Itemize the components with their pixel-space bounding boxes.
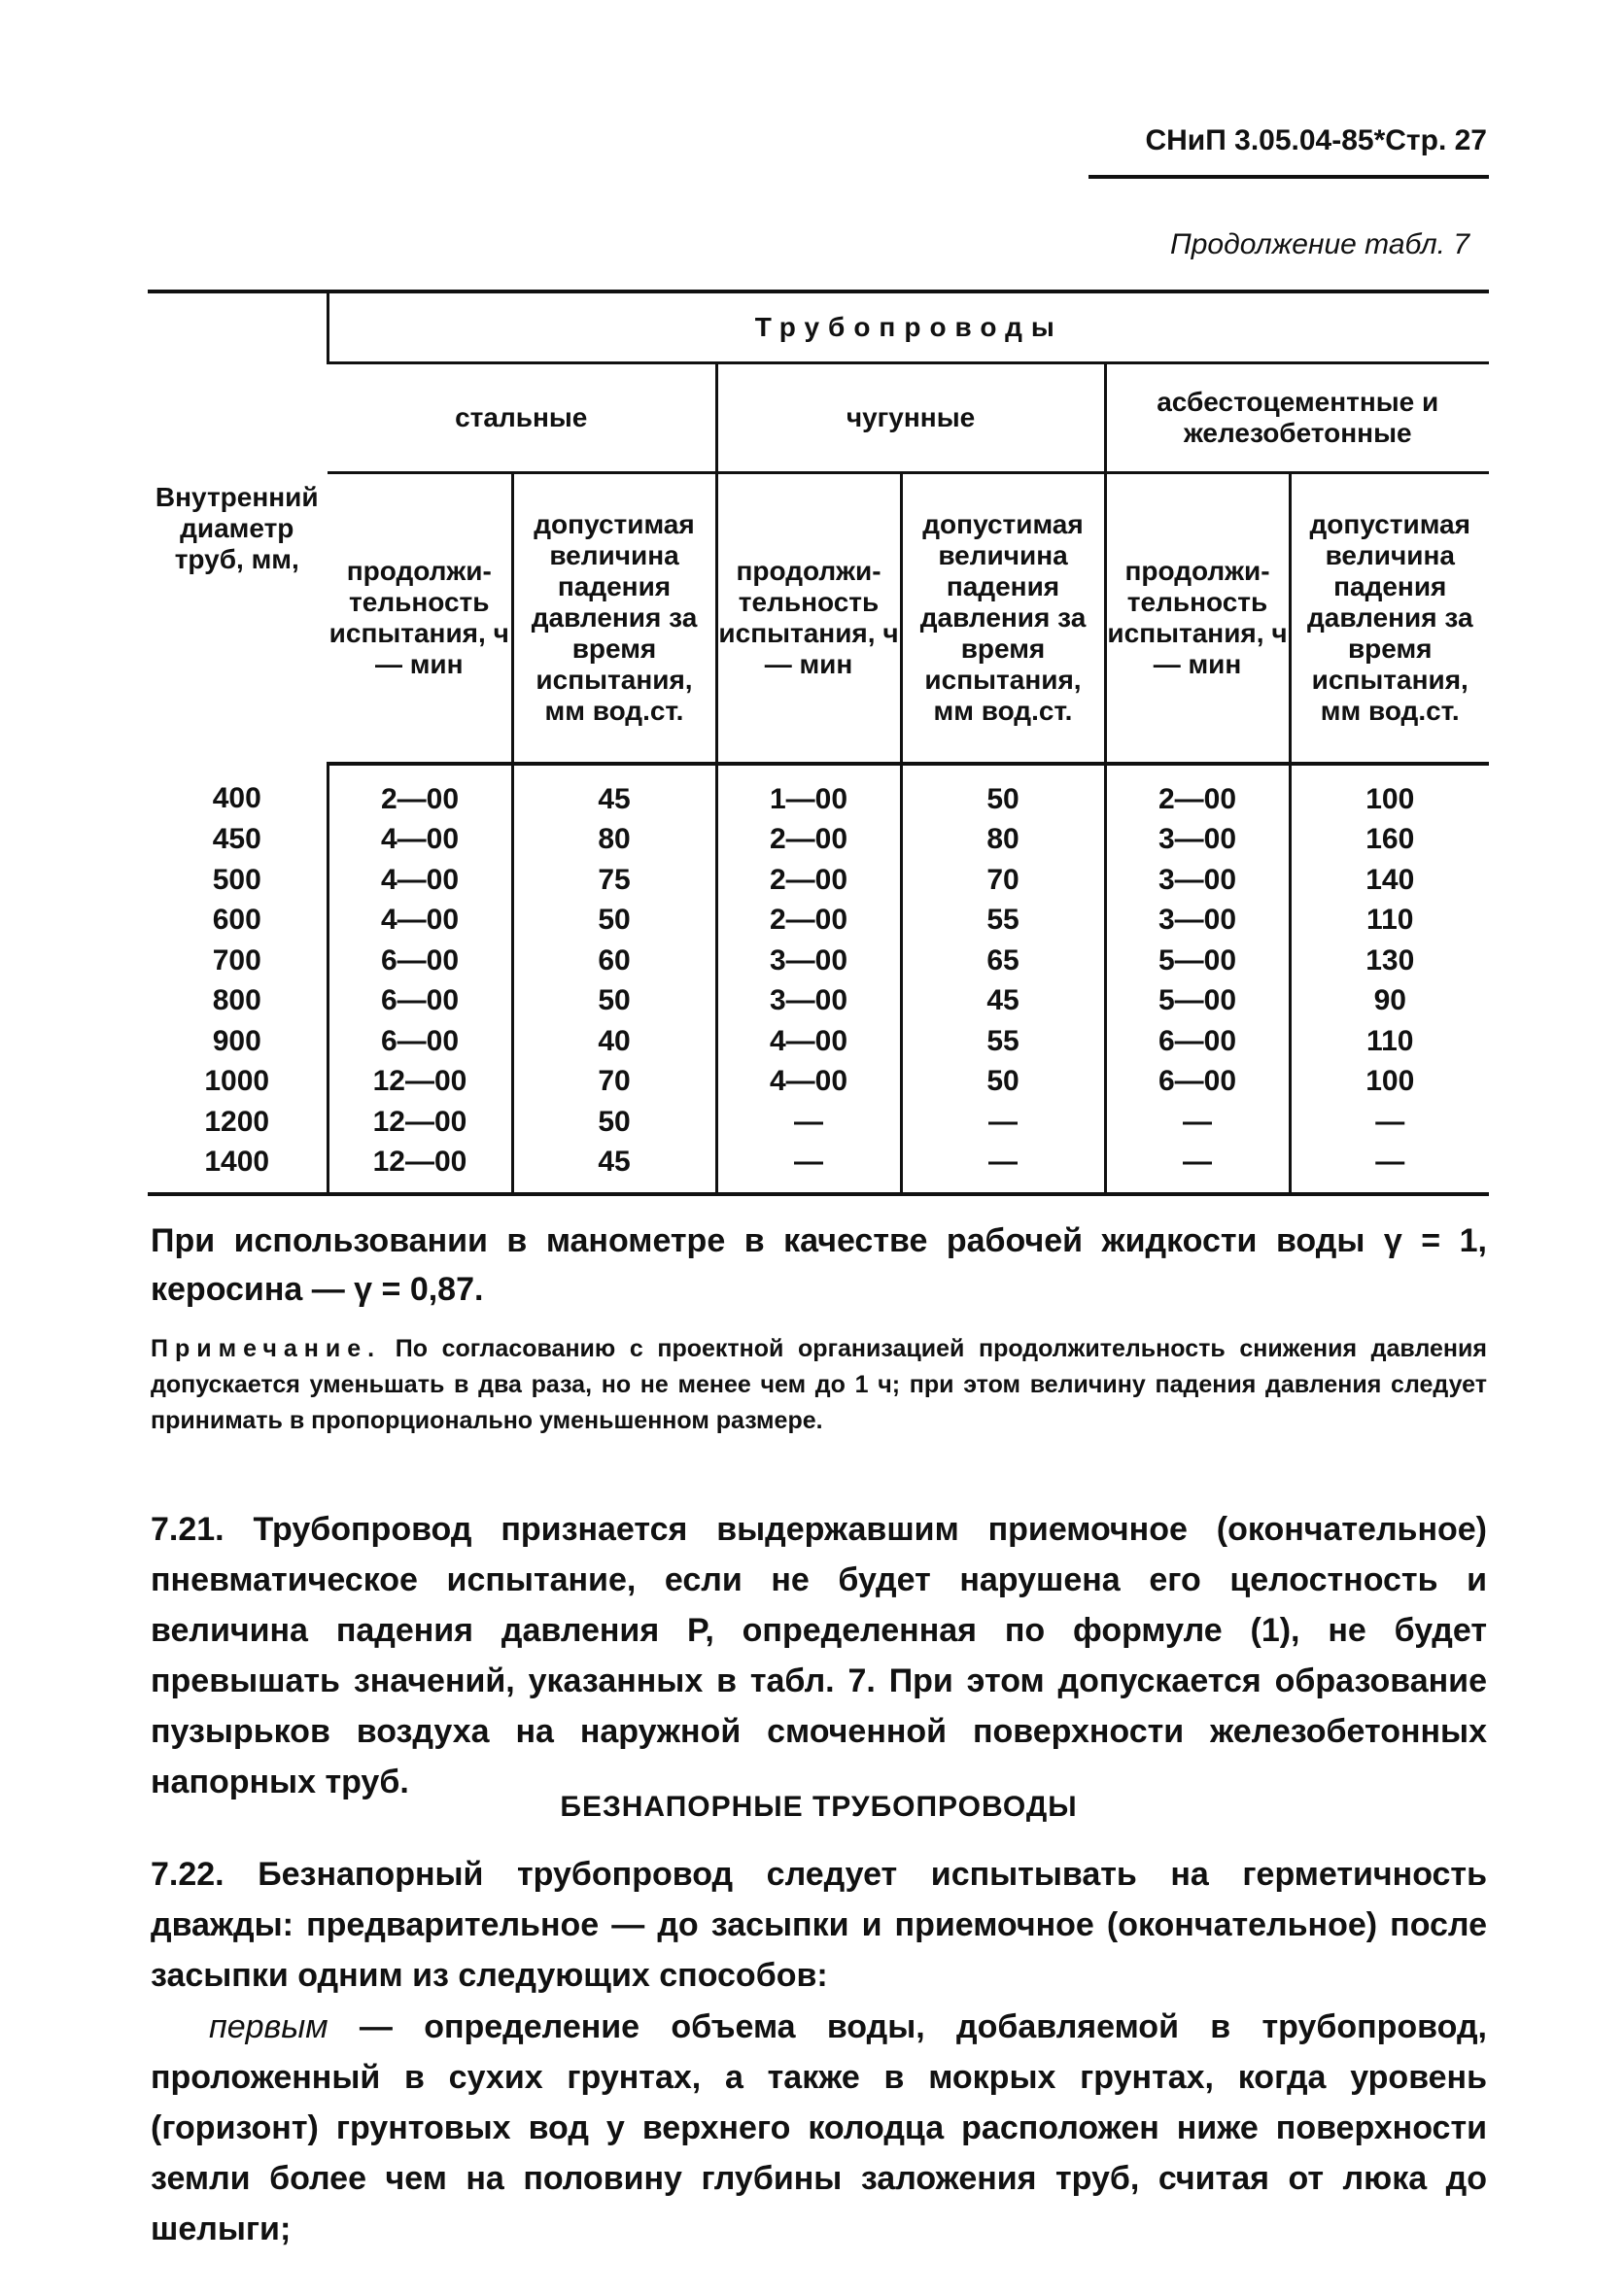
material-asbestos-concrete: асбестоцементные и железобетонные [1105,363,1489,473]
cell: 3—00 [1105,901,1290,942]
cell: 2—00 [716,860,901,901]
note-paragraph [151,1331,1487,1439]
cell: 50 [901,764,1105,820]
cell: — [716,1102,901,1143]
cell: 1—00 [716,764,901,820]
table-row [148,764,1489,820]
cell: 4—00 [716,1021,901,1062]
clause-text: Трубопровод признается выдержавшим приемочное (окончательное) пневматическое испытание, если не будет нарушена его целостность и величина падения давления P, определенная по формуле (1), не будет превышать значений, указанных в табл. 7. При этом допускается образование пузырьков воздуха на наружной смоченной поверхности железобетонных напорных труб. [151,1511,1487,1800]
cell: 100 [1290,764,1489,820]
table-7 [148,290,1489,1196]
table-row [148,860,1489,901]
cell: 60 [512,941,716,981]
cell: 4—00 [328,820,512,861]
cell: 400 [212,781,261,814]
table-row [148,1021,1489,1062]
cell: 5—00 [1105,981,1290,1022]
table-row [148,901,1489,942]
cell: 12—00 [328,1102,512,1143]
cell: 600 [212,904,261,937]
cell: 45 [901,981,1105,1022]
row-header-diameter: Внутренний диаметр труб, мм, [155,482,319,574]
table-row [148,1102,1489,1143]
cell: 3—00 [716,941,901,981]
page-reference: СНиП 3.05.04-85*Стр. 27 [1145,124,1487,156]
material-steel: стальные [328,363,716,473]
col-drop-steel: допустимая величина падения давления за время испытания, мм вод.ст. [512,473,716,765]
method-first-paragraph [151,2002,1487,2254]
method-lead: первым [209,2008,328,2045]
cell: 130 [1290,941,1489,981]
clause-number: 7.22. [151,1856,225,1893]
cell: — [1290,1102,1489,1143]
material-cast-iron: чугунные [716,363,1105,473]
clause-7-22 [151,1849,1487,2001]
cell: 50 [901,1062,1105,1103]
cell: 4—00 [328,860,512,901]
cell: 50 [512,981,716,1022]
cell: — [1290,1143,1489,1195]
cell: 100 [1290,1062,1489,1103]
group-header-pipes: Трубопроводы [328,291,1489,363]
cell: 5—00 [1105,941,1290,981]
cell: 140 [1290,860,1489,901]
cell: 2—00 [328,764,512,820]
cell: 70 [901,860,1105,901]
cell: 110 [1290,901,1489,942]
cell: 50 [512,901,716,942]
cell: 700 [212,943,261,977]
cell: 1200 [204,1105,270,1138]
cell: 50 [512,1102,716,1143]
table-continuation-label: Продолжение табл. 7 [1170,228,1469,260]
clause-number: 7.21. [151,1511,225,1548]
cell: 3—00 [716,981,901,1022]
cell: 4—00 [716,1062,901,1103]
col-duration-steel: продолжительность испытания, ч — мин [328,473,512,765]
cell: 6—00 [328,981,512,1022]
cell: 65 [901,941,1105,981]
method-text: — определение объема воды, добавляемой в трубопровод, проложенный в сухих грунтах, а также в мокрых грунтах, когда уровень (горизонт) грунтовых вод у верхнего колодца расположен ниже поверхности земли более чем на половину глубины заложения труб, считая от люка до шелыги; [151,2008,1487,2247]
cell: 500 [212,863,261,896]
cell: 6—00 [1105,1021,1290,1062]
table-row [148,820,1489,861]
cell: 90 [1290,981,1489,1022]
col-drop-asbestos: допустимая величина падения давления за время испытания, мм вод.ст. [1290,473,1489,765]
cell: — [1105,1143,1290,1195]
cell: 40 [512,1021,716,1062]
cell: 75 [512,860,716,901]
table-row [148,1143,1489,1195]
cell: 3—00 [1105,860,1290,901]
cell: 900 [212,1024,261,1057]
cell: 45 [512,1143,716,1195]
col-drop-cast-iron: допустимая величина падения давления за время испытания, мм вод.ст. [901,473,1105,765]
cell: 1000 [204,1065,270,1098]
cell: 2—00 [716,820,901,861]
cell: 800 [212,984,261,1017]
cell: 2—00 [716,901,901,942]
cell: 45 [512,764,716,820]
cell: 4—00 [328,901,512,942]
cell: 12—00 [328,1062,512,1103]
cell: 12—00 [328,1143,512,1195]
table-row [148,1062,1489,1103]
cell: 6—00 [328,941,512,981]
cell: — [901,1143,1105,1195]
cell: 2—00 [1105,764,1290,820]
cell: 80 [512,820,716,861]
note-text: По согласованию с проектной организацией продолжительность снижения давления допускается уменьшать в два раза, но не менее чем до 1 ч; при этом величину падения давления следует принимать в пропорционально уменьшенном размере. [151,1335,1487,1434]
cell: — [901,1102,1105,1143]
cell: 110 [1290,1021,1489,1062]
clause-7-21 [151,1504,1487,1807]
cell: 450 [212,823,261,856]
clause-text: Безнапорный трубопровод следует испытывать на герметичность дважды: предварительное — до засыпки и приемочное (окончательное) после засыпки одним из следующих способов: [151,1856,1487,1994]
cell: 55 [901,901,1105,942]
cell: — [716,1143,901,1195]
cell: 1400 [148,1143,328,1195]
col-duration-cast-iron: продолжительность испытания, ч — мин [716,473,901,765]
cell: — [1105,1102,1290,1143]
cell: 80 [901,820,1105,861]
cell: 160 [1290,820,1489,861]
note-label: Примечание. [151,1335,382,1362]
cell: 6—00 [1105,1062,1290,1103]
table-row [148,981,1489,1022]
usage-paragraph: При использовании в манометре в качестве рабочей жидкости воды γ = 1, керосина — γ = 0,87. [151,1222,1487,1308]
cell: 55 [901,1021,1105,1062]
cell: 3—00 [1105,820,1290,861]
section-heading: БЕЗНАПОРНЫЕ ТРУБОПРОВОДЫ [560,1791,1078,1823]
cell: 6—00 [328,1021,512,1062]
header-rule [1088,175,1489,179]
col-duration-asbestos: продолжительность испытания, ч — мин [1105,473,1290,765]
cell: 70 [512,1062,716,1103]
table-row [148,941,1489,981]
